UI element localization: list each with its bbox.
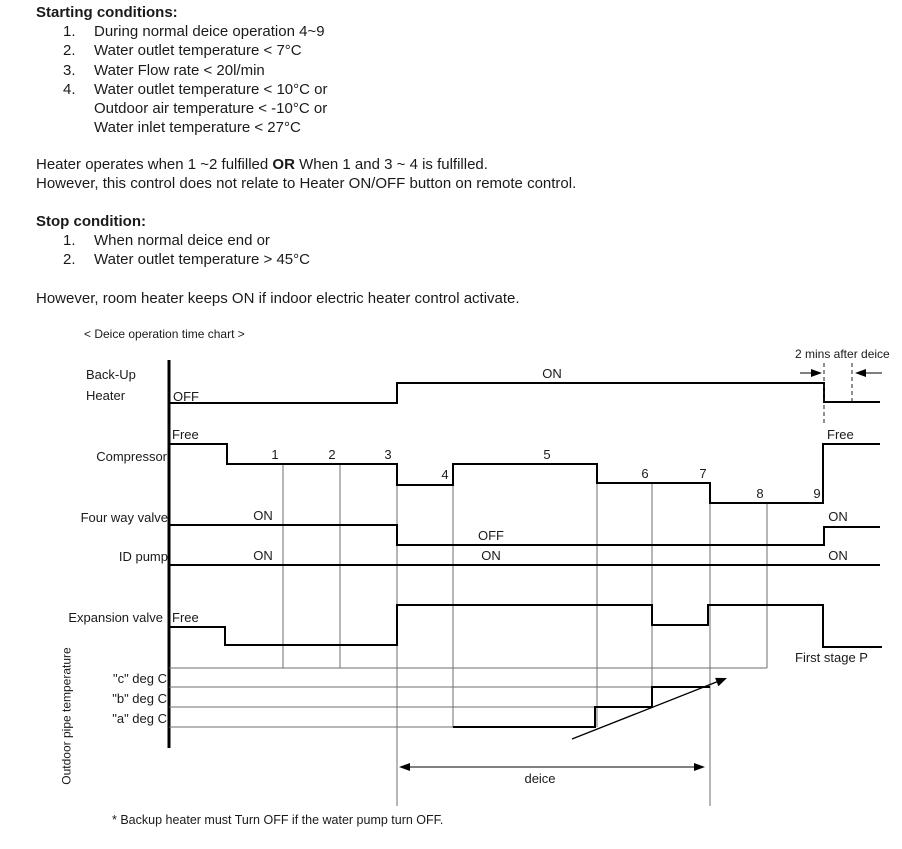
state-compressor-free-left: Free: [172, 427, 199, 442]
list-number: 1.: [63, 232, 76, 249]
chart-title: < Deice operation time chart >: [84, 327, 245, 341]
row-label-compressor: Compressor: [96, 449, 167, 464]
row-label-backup-1: Back-Up: [86, 367, 136, 382]
row-label-id-pump: ID pump: [118, 549, 168, 564]
heater-note-post: When 1 and 3 ~ 4 is fulfilled.: [294, 156, 488, 173]
deice-left-arrowhead-icon: [399, 763, 410, 771]
state-backup-off: OFF: [173, 389, 199, 404]
list-item: Water outlet temperature < 10°C or: [94, 81, 328, 98]
four-way-valve-signal: [169, 525, 880, 545]
list-number: 1.: [63, 23, 76, 40]
right-arrowhead-icon: [811, 369, 822, 377]
list-item: When normal deice end or: [94, 232, 270, 249]
list-item: Water Flow rate < 20l/min: [94, 62, 265, 79]
temp-level-label-b: "b" deg C: [112, 691, 167, 706]
row-label-backup-2: Heater: [86, 388, 126, 403]
state-exv-free: Free: [172, 610, 199, 625]
state-first-stage-p: First stage P: [795, 650, 868, 665]
segment-number-5: 5: [543, 447, 551, 462]
state-idp-on-left: ON: [253, 548, 273, 563]
row-label-expansion-valve: Expansion valve: [68, 610, 163, 625]
temp-level-label-a: "a" deg C: [112, 711, 167, 726]
list-item: Water inlet temperature < 27°C: [94, 119, 301, 136]
heater-note-pre: Heater operates when 1 ~2 fulfilled: [36, 156, 273, 173]
list-number: 2.: [63, 42, 76, 59]
stop-condition-heading: Stop condition:: [36, 213, 146, 230]
state-idp-on-mid: ON: [481, 548, 501, 563]
left-arrowhead-icon: [855, 369, 866, 377]
footnote: * Backup heater must Turn OFF if the water pump turn OFF.: [112, 813, 444, 827]
room-heater-note: However, room heater keeps ON if indoor electric heater control activate.: [36, 290, 520, 307]
state-fwv-on-left: ON: [253, 508, 273, 523]
segment-number-6: 6: [641, 466, 649, 481]
segment-number-9: 9: [813, 486, 821, 501]
list-item: Outdoor air temperature < -10°C or: [94, 100, 328, 117]
temp-level-label-c: "c" deg C: [112, 671, 167, 686]
segment-number-3: 3: [384, 447, 392, 462]
state-backup-on: ON: [542, 366, 562, 381]
state-fwv-off: OFF: [478, 528, 504, 543]
temp-trend-arrowhead-icon: [715, 678, 727, 686]
segment-number-4: 4: [441, 467, 449, 482]
heater-note-line2: However, this control does not relate to Heater ON/OFF button on remote control.: [36, 175, 577, 192]
deice-right-arrowhead-icon: [694, 763, 705, 771]
list-item: Water outlet temperature < 7°C: [94, 42, 302, 59]
list-item: Water outlet temperature > 45°C: [94, 251, 310, 268]
list-number: 3.: [63, 62, 76, 79]
backup-heater-signal: [169, 383, 880, 403]
row-label-four-way-valve: Four way valve: [80, 510, 168, 525]
state-compressor-free-right: Free: [827, 427, 854, 442]
state-idp-on-right: ON: [828, 548, 848, 563]
state-fwv-on-right: ON: [828, 509, 848, 524]
deice-span-label: deice: [524, 771, 556, 786]
list-number: 2.: [63, 251, 76, 268]
axis-label-outdoor-pipe-temperature: Outdoor pipe temperature: [59, 647, 74, 785]
segment-number-7: 7: [699, 466, 707, 481]
segment-number-2: 2: [328, 447, 336, 462]
starting-conditions-heading: Starting conditions:: [36, 4, 178, 21]
annotation-2mins: 2 mins after deice: [795, 347, 890, 361]
heater-note-or: OR: [272, 156, 295, 173]
list-number: 4.: [63, 81, 76, 98]
segment-number-1: 1: [271, 447, 279, 462]
list-item: During normal deice operation 4~9: [94, 23, 325, 40]
segment-number-8: 8: [756, 486, 764, 501]
expansion-valve-signal: [169, 605, 882, 647]
